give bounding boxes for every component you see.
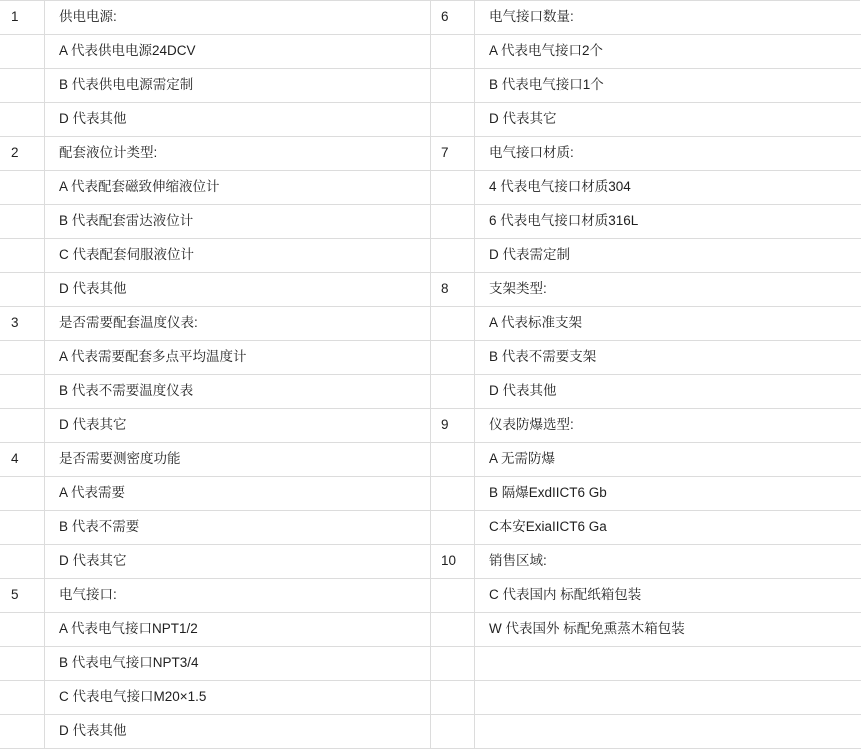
table-row	[1, 613, 861, 647]
row-index-right	[431, 69, 475, 103]
table-row	[1, 443, 861, 477]
spec-option-left: B 代表配套雷达液位计	[45, 205, 431, 239]
row-index-right	[431, 239, 475, 273]
spec-option-left: B 代表电气接口NPT3/4	[45, 647, 431, 681]
spec-option-right: D 代表其它	[475, 103, 861, 137]
table-row	[1, 647, 861, 681]
row-index-right	[431, 647, 475, 681]
spec-option-left: B 代表供电电源需定制	[45, 69, 431, 103]
spec-option-right: 电气接口材质:	[475, 137, 861, 171]
row-index-right: 10	[431, 545, 475, 579]
spec-option-right: D 代表其他	[475, 375, 861, 409]
spec-option-left: B 代表不需要	[45, 511, 431, 545]
spec-option-left: B 代表不需要温度仪表	[45, 375, 431, 409]
spec-option-left: 供电电源:	[45, 1, 431, 35]
spec-option-right	[475, 681, 861, 715]
spec-option-right: A 代表电气接口2个	[475, 35, 861, 69]
spec-option-right: D 代表需定制	[475, 239, 861, 273]
row-index-left	[1, 341, 45, 375]
row-index-right	[431, 205, 475, 239]
row-index-left	[1, 511, 45, 545]
row-index-left	[1, 647, 45, 681]
row-index-left: 4	[1, 443, 45, 477]
spec-option-right: 4 代表电气接口材质304	[475, 171, 861, 205]
row-index-left	[1, 35, 45, 69]
table-row	[1, 341, 861, 375]
table-row	[1, 69, 861, 103]
row-index-left	[1, 273, 45, 307]
table-row	[1, 579, 861, 613]
spec-option-left: C 代表电气接口M20×1.5	[45, 681, 431, 715]
table-row	[1, 205, 861, 239]
table-row	[1, 171, 861, 205]
table-row	[1, 477, 861, 511]
table-row	[1, 103, 861, 137]
table-body	[1, 1, 861, 749]
row-index-right	[431, 681, 475, 715]
row-index-left	[1, 103, 45, 137]
row-index-left	[1, 69, 45, 103]
row-index-left: 5	[1, 579, 45, 613]
row-index-right: 9	[431, 409, 475, 443]
table-row	[1, 307, 861, 341]
spec-option-right: C 代表国内 标配纸箱包装	[475, 579, 861, 613]
spec-option-left: D 代表其它	[45, 409, 431, 443]
row-index-left	[1, 171, 45, 205]
spec-option-left: D 代表其他	[45, 715, 431, 749]
spec-option-left: A 代表供电电源24DCV	[45, 35, 431, 69]
spec-option-right: A 代表标准支架	[475, 307, 861, 341]
row-index-right	[431, 613, 475, 647]
spec-option-right: 电气接口数量:	[475, 1, 861, 35]
spec-option-right: A 无需防爆	[475, 443, 861, 477]
row-index-right	[431, 375, 475, 409]
row-index-left	[1, 681, 45, 715]
spec-option-left: A 代表配套磁致伸缩液位计	[45, 171, 431, 205]
spec-option-left: 电气接口:	[45, 579, 431, 613]
row-index-right	[431, 35, 475, 69]
spec-option-left: D 代表其他	[45, 273, 431, 307]
spec-option-right: B 代表电气接口1个	[475, 69, 861, 103]
table-row	[1, 273, 861, 307]
spec-option-right: B 代表不需要支架	[475, 341, 861, 375]
spec-option-left: D 代表其他	[45, 103, 431, 137]
row-index-right	[431, 103, 475, 137]
row-index-right: 8	[431, 273, 475, 307]
row-index-left	[1, 409, 45, 443]
spec-option-right: B 隔爆ExdIICT6 Gb	[475, 477, 861, 511]
spec-option-left: 配套液位计类型:	[45, 137, 431, 171]
spec-option-right: 销售区域:	[475, 545, 861, 579]
table-row	[1, 409, 861, 443]
table-row	[1, 239, 861, 273]
row-index-left	[1, 375, 45, 409]
table-row	[1, 681, 861, 715]
row-index-right	[431, 171, 475, 205]
row-index-right	[431, 477, 475, 511]
row-index-right	[431, 511, 475, 545]
row-index-left: 2	[1, 137, 45, 171]
row-index-left	[1, 545, 45, 579]
spec-option-right: 6 代表电气接口材质316L	[475, 205, 861, 239]
row-index-right: 6	[431, 1, 475, 35]
row-index-left	[1, 613, 45, 647]
row-index-left	[1, 239, 45, 273]
row-index-right	[431, 579, 475, 613]
spec-option-right: 仪表防爆选型:	[475, 409, 861, 443]
table-row	[1, 715, 861, 749]
spec-option-left: A 代表电气接口NPT1/2	[45, 613, 431, 647]
spec-option-left: 是否需要配套温度仪表:	[45, 307, 431, 341]
row-index-right	[431, 341, 475, 375]
spec-option-left: A 代表需要	[45, 477, 431, 511]
row-index-left: 3	[1, 307, 45, 341]
row-index-left	[1, 715, 45, 749]
row-index-left	[1, 205, 45, 239]
row-index-left: 1	[1, 1, 45, 35]
spec-option-left: 是否需要测密度功能	[45, 443, 431, 477]
row-index-right	[431, 443, 475, 477]
row-index-right	[431, 307, 475, 341]
table-row	[1, 35, 861, 69]
spec-option-right	[475, 647, 861, 681]
row-index-left	[1, 477, 45, 511]
row-index-right	[431, 715, 475, 749]
table-row	[1, 511, 861, 545]
spec-option-right: W 代表国外 标配免熏蒸木箱包装	[475, 613, 861, 647]
spec-option-left: C 代表配套伺服液位计	[45, 239, 431, 273]
row-index-right: 7	[431, 137, 475, 171]
table-row	[1, 1, 861, 35]
table-row	[1, 545, 861, 579]
spec-option-right: 支架类型:	[475, 273, 861, 307]
table-row	[1, 137, 861, 171]
table-row	[1, 375, 861, 409]
spec-option-right: C本安ExiaIICT6 Ga	[475, 511, 861, 545]
spec-option-left: A 代表需要配套多点平均温度计	[45, 341, 431, 375]
spec-option-right	[475, 715, 861, 749]
spec-option-left: D 代表其它	[45, 545, 431, 579]
